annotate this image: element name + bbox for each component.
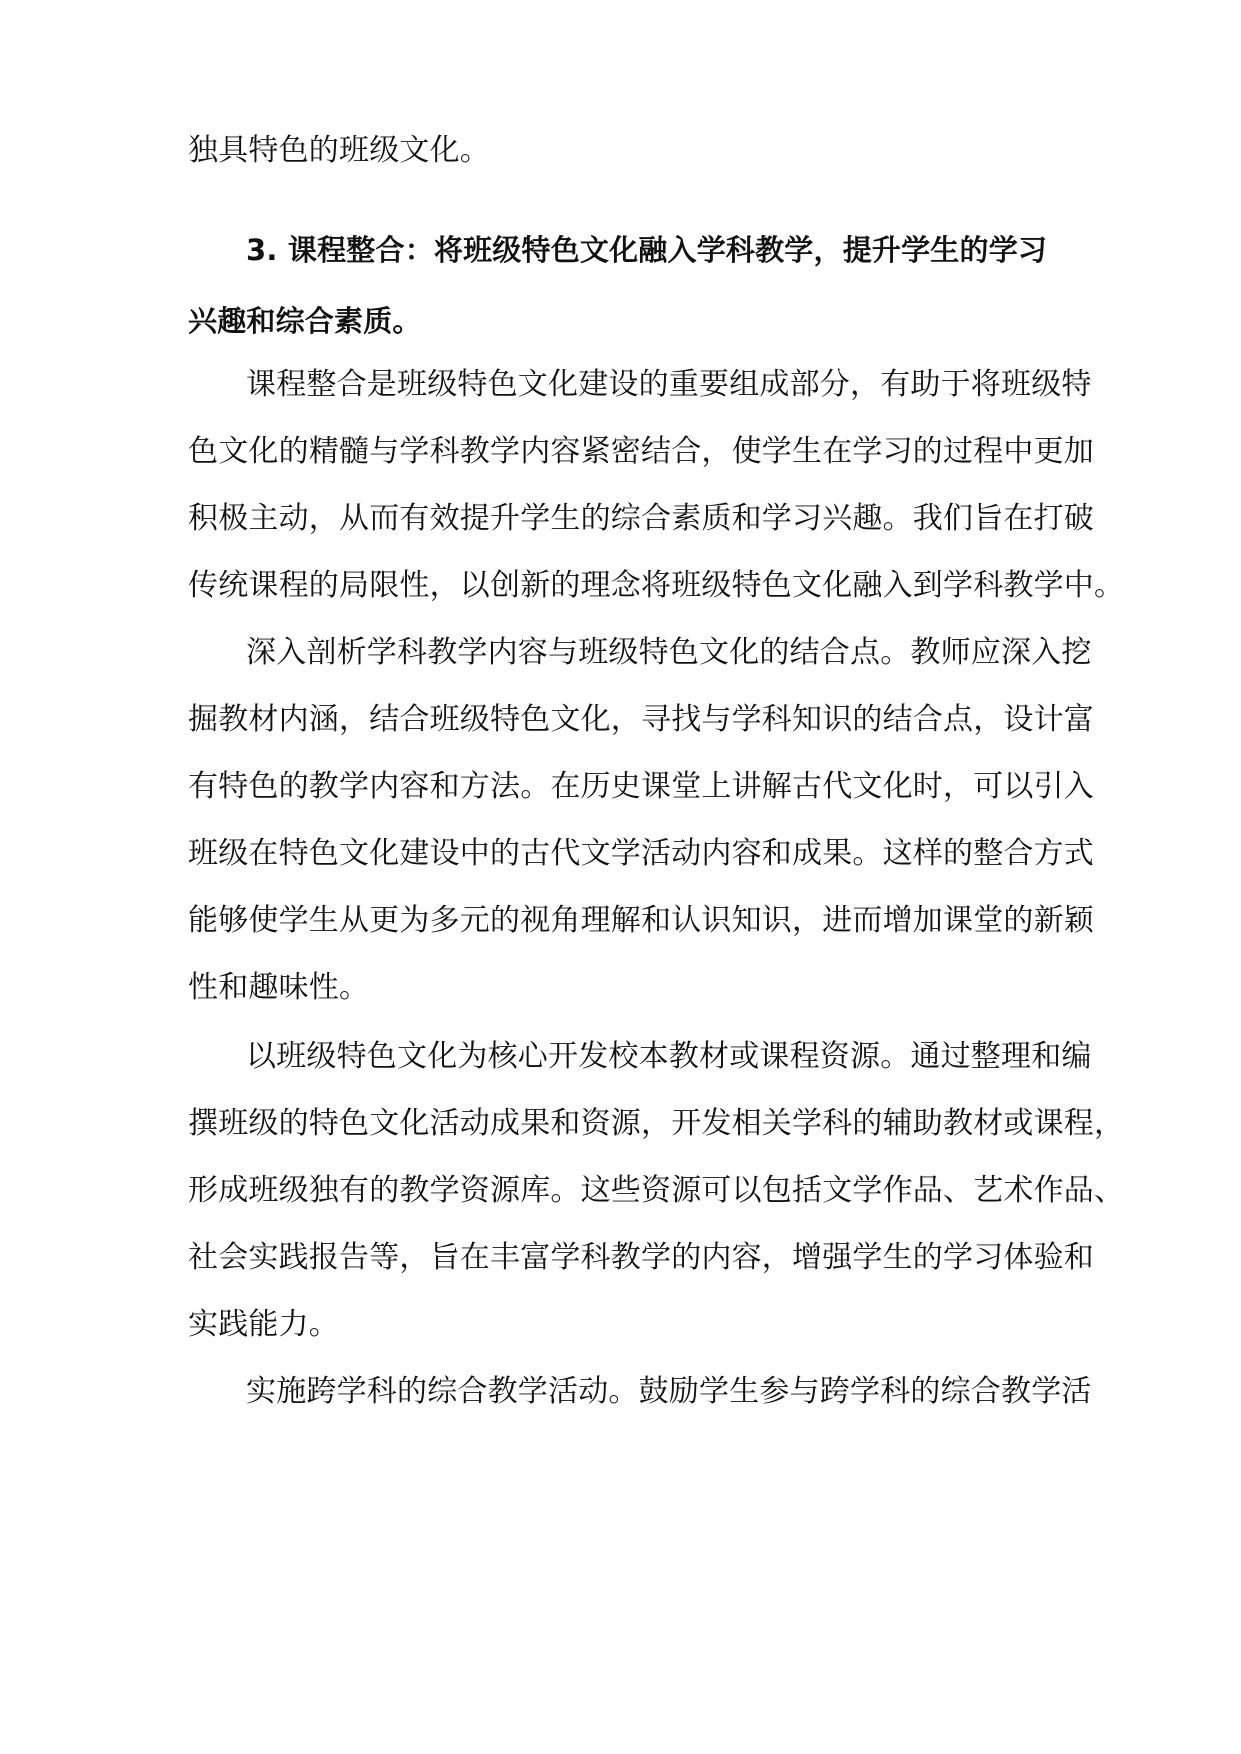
paragraph-line: 实践能力。 bbox=[188, 1307, 339, 1342]
paragraph-line: 课程整合是班级特色文化建设的重要组成部分，有助于将班级特 bbox=[246, 367, 1092, 402]
paragraph-line: 积极主动，从而有效提升学生的综合素质和学习兴趣。我们旨在打破 bbox=[188, 501, 1094, 536]
paragraph-line: 社会实践报告等，旨在丰富学科教学的内容，增强学生的学习体验和 bbox=[188, 1240, 1094, 1275]
paragraph-line: 性和趣味性。 bbox=[188, 970, 370, 1005]
paragraph-line: 实施跨学科的综合教学活动。鼓励学生参与跨学科的综合教学活 bbox=[246, 1374, 1092, 1409]
paragraph-line: 形成班级独有的教学资源库。这些资源可以包括文学作品、艺术作品、 bbox=[188, 1173, 1125, 1208]
paragraph-line: 色文化的精髓与学科教学内容紧密结合，使学生在学习的过程中更加 bbox=[188, 434, 1094, 469]
paragraph-line: 以班级特色文化为核心开发校本教材或课程资源。通过整理和编 bbox=[246, 1039, 1092, 1074]
paragraph-line: 掘教材内涵，结合班级特色文化，寻找与学科知识的结合点，设计富 bbox=[188, 702, 1094, 737]
paragraph-line: 班级在特色文化建设中的古代文学活动内容和成果。这样的整合方式 bbox=[188, 836, 1094, 871]
paragraph-line: 能够使学生从更为多元的视角理解和认识知识，进而增加课堂的新颖 bbox=[188, 903, 1094, 938]
paragraph-line: 传统课程的局限性，以创新的理念将班级特色文化融入到学科教学中。 bbox=[188, 568, 1125, 603]
section-heading-line: 3. 课程整合：将班级特色文化融入学科教学，提升学生的学习 bbox=[246, 233, 1048, 267]
section-heading-line: 兴趣和综合素质。 bbox=[188, 304, 422, 338]
paragraph-line: 独具特色的班级文化。 bbox=[188, 133, 490, 168]
paragraph-line: 深入剖析学科教学内容与班级特色文化的结合点。教师应深入挖 bbox=[246, 635, 1092, 670]
paragraph-line: 有特色的教学内容和方法。在历史课堂上讲解古代文化时，可以引入 bbox=[188, 769, 1094, 804]
paragraph-line: 撰班级的特色文化活动成果和资源，开发相关学科的辅助教材或课程， bbox=[188, 1106, 1125, 1141]
